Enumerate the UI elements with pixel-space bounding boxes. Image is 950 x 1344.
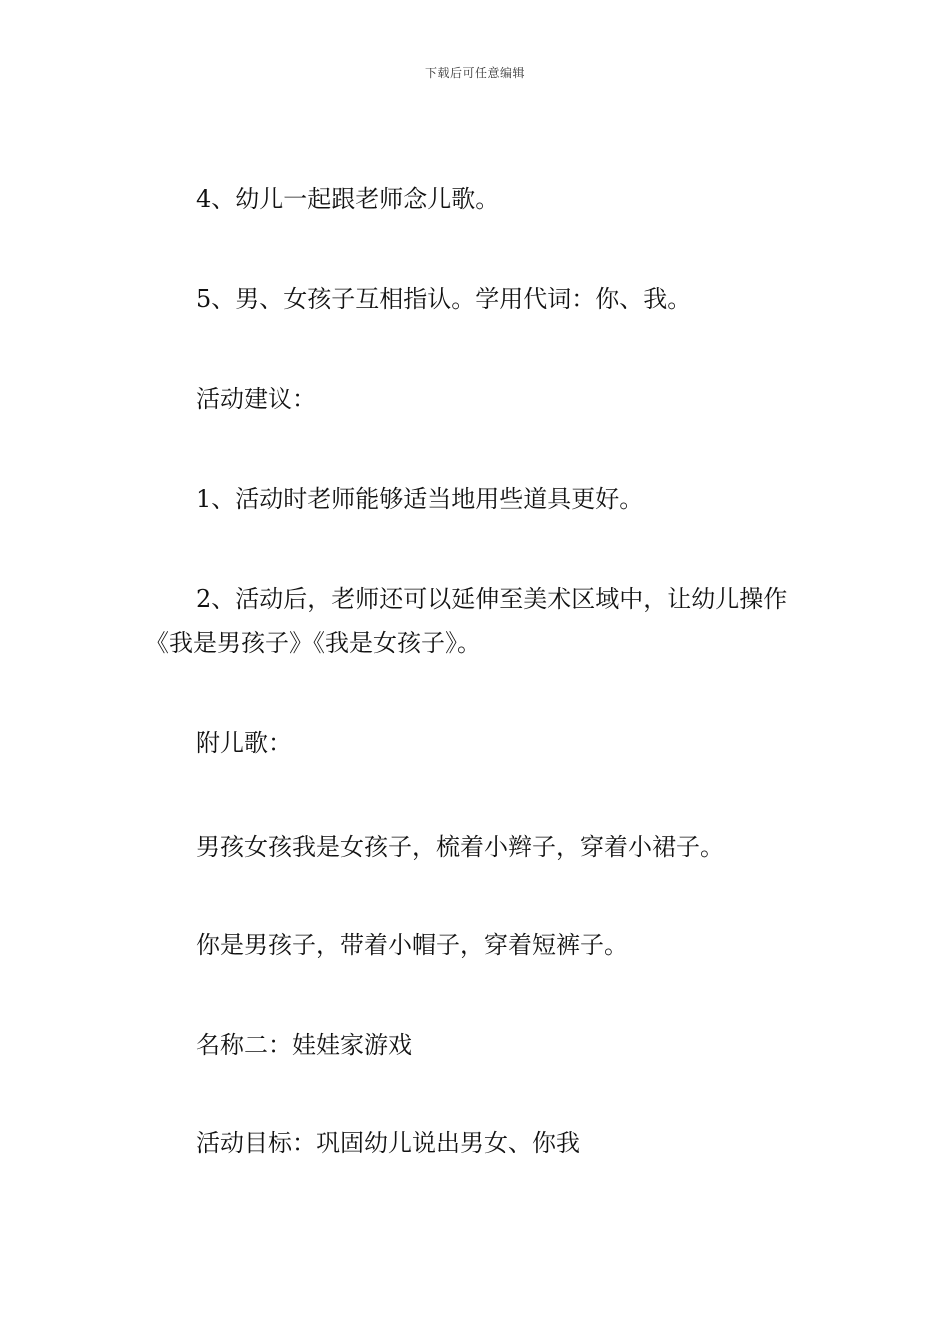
rhyme-line-2: 你是男孩子，带着小帽子，穿着短裤子。 [196, 931, 628, 959]
paragraph-suggestion-1: 1、活动时老师能够适当地用些道具更好。 [196, 485, 644, 513]
activity-goal: 活动目标：巩固幼儿说出男女、你我 [196, 1129, 580, 1157]
page-header: 下载后可任意编辑 [424, 66, 525, 80]
paragraph-step-5: 5、男、女孩子互相指认。学用代词：你、我。 [196, 285, 692, 313]
section-heading-activity-suggestions: 活动建议： [196, 385, 316, 413]
paragraph-step-4: 4、幼儿一起跟老师念儿歌。 [196, 185, 500, 213]
section-heading-nursery-rhyme: 附儿歌： [196, 729, 292, 757]
paragraph-suggestion-2: 2、活动后，老师还可以延伸至美术区域中，让幼儿操作《我是男孩子》《我是女孩子》。 [145, 585, 788, 657]
rhyme-line-1: 男孩女孩我是女孩子，梳着小辫子，穿着小裙子。 [196, 833, 724, 861]
activity-name-2: 名称二：娃娃家游戏 [196, 1031, 412, 1059]
